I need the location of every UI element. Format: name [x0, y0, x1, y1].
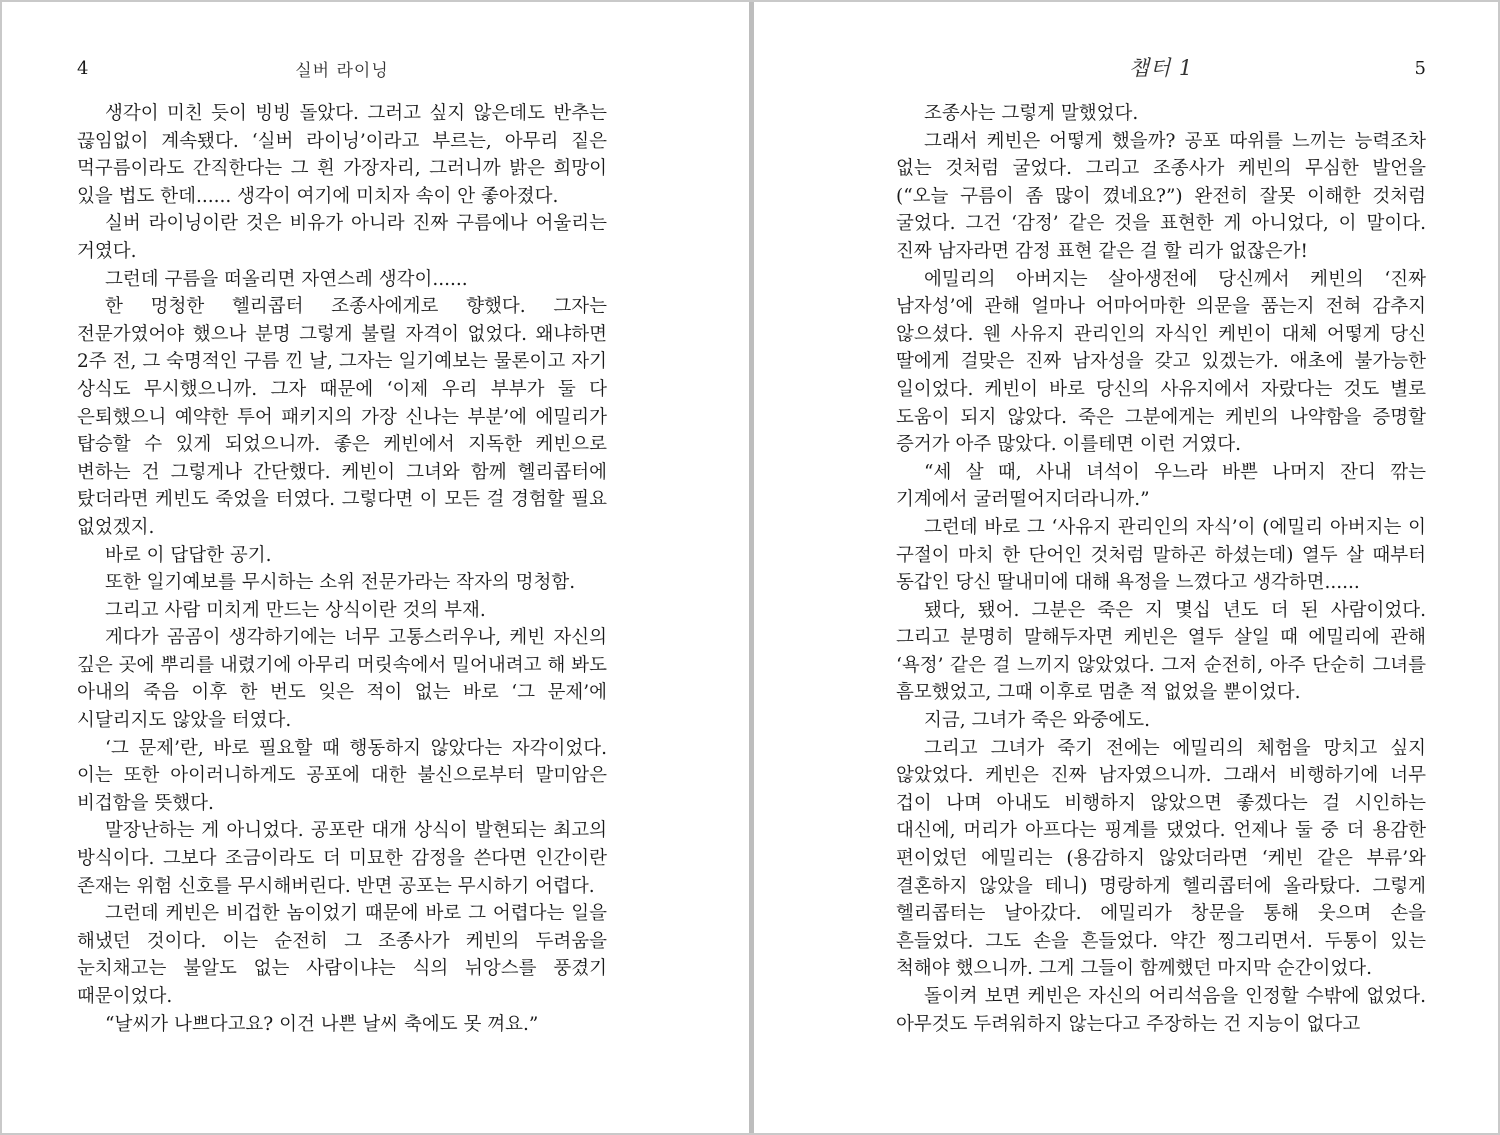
- left-page: [2, 2, 749, 1133]
- paragraph: 그리고 사람 미치게 만드는 상식이란 것의 부재.: [105, 599, 486, 621]
- running-header-chapter: 챕터 1: [1128, 56, 1194, 80]
- paragraph: 돌이켜 보면 케빈은 자신의 어리석음을 인정할 수밖에 없었다. 아무것도 두려워하지 않는다고 주장하는 건 지능이 없다고: [896, 986, 1426, 1035]
- paragraph: ‘그 문제’란, 바로 필요할 때 행동하지 않았다는 자각이었다. 이는 또한 아이러니하게도 공포에 대한 불신으로부터 말미암은 비겁함을 뜻했다.: [77, 737, 607, 814]
- paragraph: 그리고 그녀가 죽기 전에는 에밀리의 체험을 망치고 싶지 않았었다. 케빈은 진짜 남자였으니까. 그래서 비행하기에 너무 겁이 나며 아내도 비행하지 않았으면 좋겠다는 걸 시인하는 대신에, 머리가 아프다는 핑계를 댔었다. 언제나 둘 중 더 용감한 편이었던 에밀리는 (용감하지 않았더라면 ‘케빈 같은 부류’와 결혼하지 않았을 테니) 명랑하게 헬리콥터에 올라탔다. 그렇게 헬리콥터는 날아갔다. 에밀리가 창문을 통해 웃으며 손을 흔들었다. 그도 손을 흔들었다. 약간 찡그리면서. 두통이 있는 척해야 했으니까. 그게 그들이 함께했던 마지막 순간이었다.: [896, 737, 1426, 980]
- paragraph: 지금, 그녀가 죽은 와중에도.: [924, 710, 1150, 732]
- paragraph: “세 살 때, 사내 녀석이 우느라 바쁜 나머지 잔디 깎는 기계에서 굴러떨어지더라니까.”: [896, 461, 1426, 511]
- left-page-body: [77, 100, 607, 1038]
- paragraph: 말장난하는 게 아니었다. 공포란 대개 상식이 발현되는 최고의 방식이다. 그보다 조금이라도 더 미묘한 감정을 쓴다면 인간이란 존재는 위험 신호를 무시해버린다. 반면 공포는 무시하기 어렵다.: [77, 820, 607, 897]
- running-header-book-title: 실버 라이닝: [295, 61, 389, 81]
- right-page-body: [896, 100, 1426, 1038]
- paragraph: 그래서 케빈은 어떻게 했을까? 공포 따위를 느끼는 능력조차 없는 것처럼 굴었다. 그리고 조종사가 케빈의 무심한 발언을 (“오늘 구름이 좀 많이 꼈네요?”) 완전히 잘못 이해한 것처럼 굴었다. 그건 ‘감정’ 같은 것을 표현한 게 아니었다, 이 말이다. 진짜 남자라면 감정 표현 같은 걸 할 리가 없잖은가!: [896, 130, 1426, 262]
- paragraph: 바로 이 답답한 공기.: [105, 544, 272, 566]
- paragraph: 에밀리의 아버지는 살아생전에 당신께서 케빈의 ‘진짜 남자성’에 관해 얼마나 어마어마한 의문을 품는지 전혀 감추지 않으셨다. 웬 사유지 관리인의 자식인 케빈이 대체 어떻게 당신 딸에게 걸맞은 진짜 남자성을 갖고 있겠는가. 애초에 불가능한 일이었다. 케빈이 바로 당신의 사유지에서 자랐다는 것도 별로 도움이 되지 않았다. 죽은 그분에게는 케빈의 나약함을 증명할 증거가 아주 많았다. 이를테면 이런 거였다.: [896, 268, 1426, 456]
- paragraph: 게다가 곰곰이 생각하기에는 너무 고통스러우나, 케빈 자신의 깊은 곳에 뿌리를 내렸기에 아무리 머릿속에서 밀어내려고 해 봐도 아내의 죽음 이후 한 번도 잊은 적이 없는 바로 ‘그 문제’에 시달리지도 않았을 터였다.: [77, 627, 607, 732]
- paragraph: 됐다, 됐어. 그분은 죽은 지 몇십 년도 더 된 사람이었다. 그리고 분명히 말해두자면 케빈은 열두 살일 때 에밀리에 관해 ‘욕정’ 같은 걸 느끼지 않았었다. 그저 순전히, 아주 단순히 그녀를 흠모했었고, 그때 이후로 멈춘 적 없었을 뿐이었다.: [896, 599, 1426, 704]
- paragraph: 또한 일기예보를 무시하는 소위 전문가라는 작자의 멍청함.: [105, 572, 576, 594]
- paragraph: 그런데 케빈은 비겁한 놈이었기 때문에 바로 그 어렵다는 일을 해냈던 것이다. 이는 순전히 그 조종사가 케빈의 두려움을 눈치채고는 불알도 없는 사람이냐는 식의 뉘앙스를 풍겼기 때문이었다.: [77, 903, 607, 1007]
- left-page-header: [77, 54, 607, 84]
- paragraph: “날씨가 나쁘다고요? 이건 나쁜 날씨 축에도 못 껴요.”: [105, 1013, 539, 1035]
- paragraph: 생각이 미친 듯이 빙빙 돌았다. 그러고 싶지 않은데도 반추는 끊임없이 계속됐다. ‘실버 라이닝’이라고 부르는, 아무리 짙은 먹구름이라도 간직한다는 그 흰 가장자리, 그러니까 밝은 희망이 있을 법도 한데...... 생각이 여기에 미치자 속이 안 좋아졌다.: [77, 103, 607, 207]
- right-page: [754, 2, 1500, 1133]
- paragraph: 한 멍청한 헬리콥터 조종사에게로 향했다. 그자는 전문가였어야 했으나 분명 그렇게 불릴 자격이 없었다. 왜냐하면 2주 전, 그 숙명적인 구름 낀 날, 그자는 일기예보는 물론이고 자기 상식도 무시했으니까. 그자 때문에 ‘이제 우리 부부가 둘 다 은퇴했으니 예약한 투어 패키지의 가장 신나는 부분’에 에밀리가 탑승할 수 있게 되었으니까. 좋은 케빈에서 지독한 케빈으로 변하는 건 그렇게나 간단했다. 케빈이 그녀와 함께 헬리콥터에 탔더라면 케빈도 죽었을 터였다. 그렇다면 이 모든 걸 경험할 필요 없었겠지.: [77, 296, 607, 538]
- paragraph: 실버 라이닝이란 것은 비유가 아니라 진짜 구름에나 어울리는 거였다.: [77, 213, 607, 262]
- paragraph: 그런데 바로 그 ‘사유지 관리인의 자식’이 (에밀리 아버지는 이 구절이 마치 한 단어인 것처럼 말하곤 하셨는데) 열두 살 때부터 동갑인 당신 딸내미에 대해 욕정을 느꼈다고 생각하면......: [896, 516, 1426, 594]
- page-number: 4: [77, 58, 89, 79]
- paragraph: 그런데 구름을 떠올리면 자연스레 생각이......: [105, 268, 468, 290]
- paragraph: 조종사는 그렇게 말했었다.: [924, 103, 1139, 124]
- page-number: 5: [1414, 58, 1426, 79]
- right-page-header: [896, 54, 1426, 84]
